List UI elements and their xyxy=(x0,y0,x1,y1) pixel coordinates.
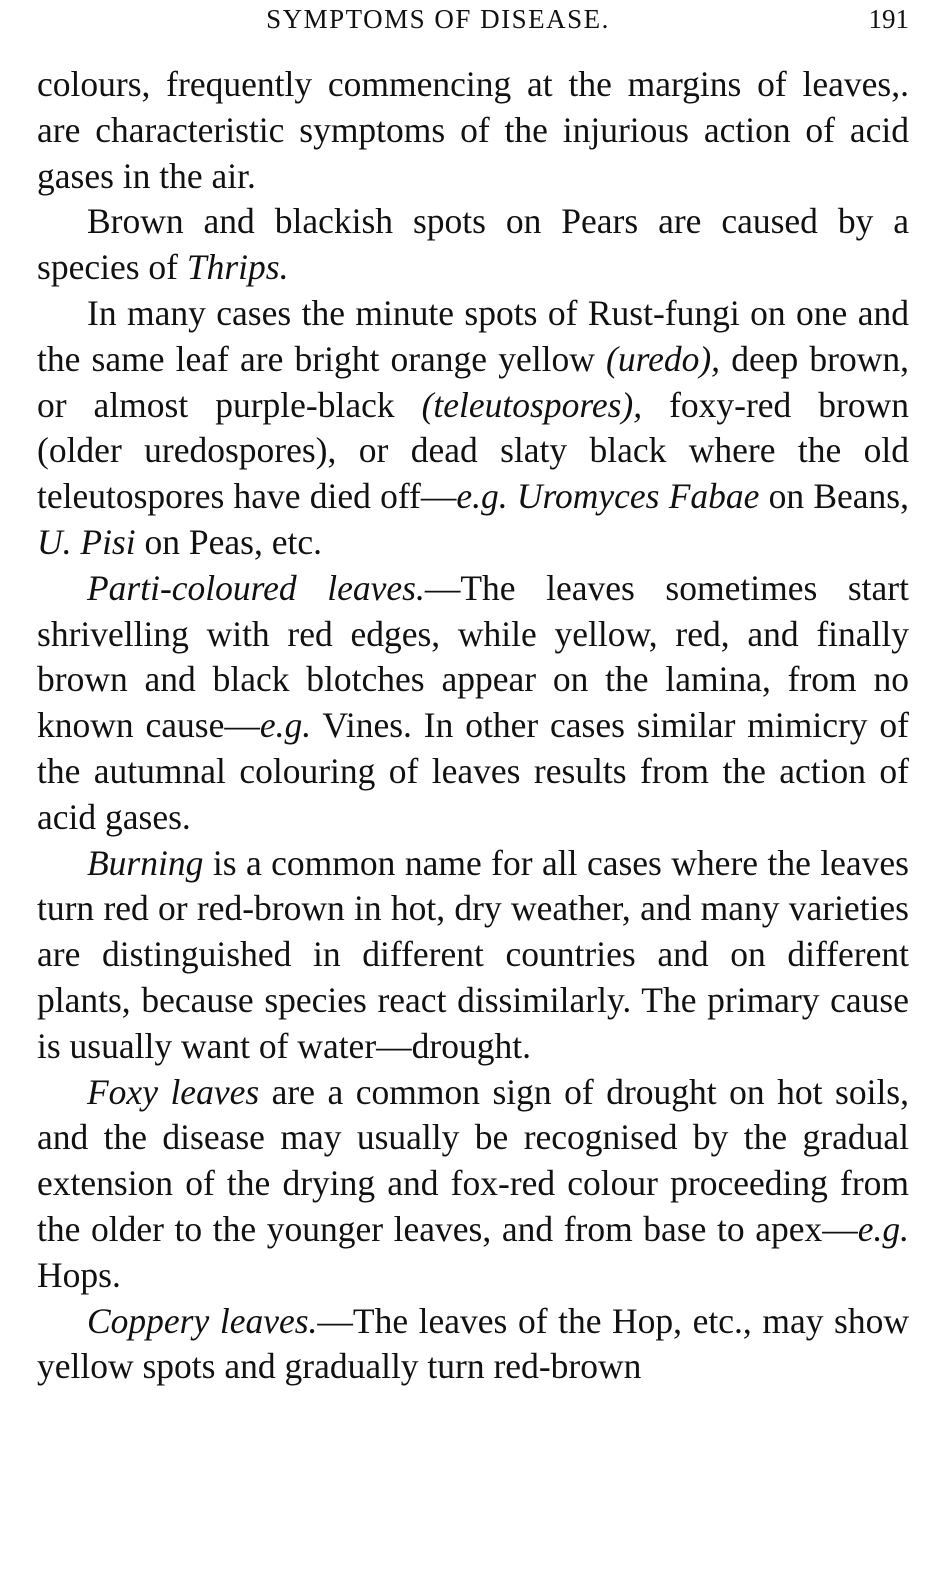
body-text xyxy=(37,62,909,1390)
text-run: is a common name for all cases where the leaves turn red or red-brown in hot, dry weather, and many varieties are distinguished in different countries and on different plants, because species react dissimilarly. The primary cause is usually want of water—drought. xyxy=(37,842,909,1066)
paragraph-continued-acid-gases xyxy=(37,62,909,199)
text-run: on Beans, xyxy=(759,476,909,517)
italic-text-run: Foxy leaves xyxy=(87,1071,260,1112)
paragraph-foxy-leaves xyxy=(37,1070,909,1299)
paragraph-burning xyxy=(37,841,909,1070)
text-run: —The leaves of the Hop, etc., may show yellow spots and gradually turn red-brown xyxy=(37,1300,909,1387)
italic-text-run: (teleutospores), xyxy=(421,384,643,425)
italic-text-run: Burning xyxy=(87,842,204,883)
paragraph-rust-fungi xyxy=(37,291,909,566)
text-run: Hops. xyxy=(37,1254,121,1295)
book-page xyxy=(37,0,909,1572)
paragraph-parti-coloured-leaves xyxy=(37,566,909,841)
text-run: —The leaves sometimes start shrivelling with red edges, while yellow, red, and finally brown and black blotches appear on the lamina, from no known cause— xyxy=(37,567,909,746)
paragraph-pear-spots xyxy=(37,199,909,291)
text-run: colours, frequently commencing at the margins of leaves,. are characteristic symptoms of the injurious action of acid gases in the air. xyxy=(37,64,909,196)
paragraph-coppery-leaves xyxy=(37,1299,909,1391)
text-run: Vines. In other cases similar mimicry of the autumnal colouring of leaves results from the action of acid gases. xyxy=(37,705,909,837)
italic-text-run: Uromyces Fabae xyxy=(516,476,760,517)
text-run: foxy-red brown (older uredospores), or dead slaty black where the old teleutospores have died off— xyxy=(37,384,909,517)
text-run: are a common sign of drought on hot soils, and the disease may usually be recognised by the gradual extension of the drying and fox-red colour proceeding from the older to the younger leaves, and from base to apex— xyxy=(37,1071,909,1249)
italic-text-run: U. Pisi xyxy=(37,521,136,562)
text-run: In many cases the minute spots of Rust-fungi on one and the same leaf are bright orange yellow xyxy=(37,292,909,379)
italic-text-run: e.g. xyxy=(857,1208,909,1249)
text-run: deep brown, or almost purple-black xyxy=(37,338,909,425)
italic-text-run: (uredo), xyxy=(606,338,721,379)
italic-text-run: Parti-coloured leaves. xyxy=(87,567,425,608)
italic-text-run: Coppery leaves. xyxy=(87,1300,318,1341)
text-run xyxy=(508,476,517,516)
page-number: 191 xyxy=(868,4,909,34)
italic-text-run: Thrips. xyxy=(186,247,289,288)
italic-text-run: e.g. xyxy=(456,476,508,517)
text-run: Brown and blackish spots on Pears are caused by a species of xyxy=(37,201,909,288)
italic-text-run: e.g. xyxy=(259,705,312,746)
text-run: on Peas, etc. xyxy=(135,521,322,562)
running-title: SYMPTOMS OF DISEASE. xyxy=(266,4,610,34)
running-head xyxy=(37,0,909,62)
